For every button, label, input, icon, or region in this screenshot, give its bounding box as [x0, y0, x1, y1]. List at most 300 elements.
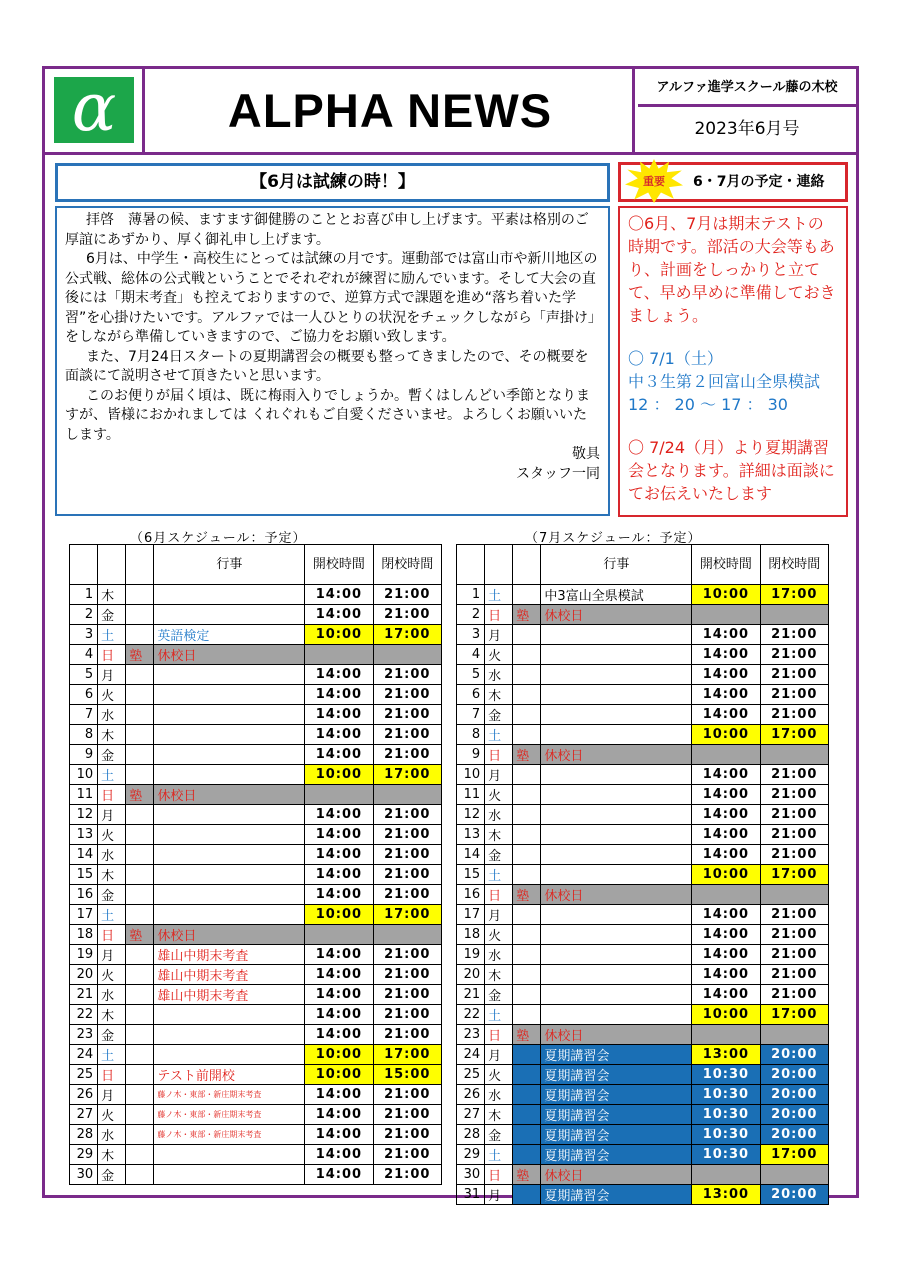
event: 中3富山全県模試 [541, 585, 692, 605]
juku-mark [126, 685, 154, 705]
schedule-row [70, 1065, 442, 1085]
event [154, 1045, 305, 1065]
event: 夏期講習会 [541, 1125, 692, 1145]
schedule-row [70, 1025, 442, 1045]
day-number: 12 [70, 805, 98, 825]
close-time [760, 1025, 828, 1045]
juku-mark [126, 1165, 154, 1185]
schedule-row [70, 665, 442, 685]
event [541, 1005, 692, 1025]
schedule-row [70, 605, 442, 625]
close-time: 21:00 [373, 1085, 441, 1105]
schedule-row [70, 805, 442, 825]
day-number: 24 [457, 1045, 485, 1065]
juku-mark [126, 1005, 154, 1025]
event [541, 765, 692, 785]
schedule-row [70, 845, 442, 865]
close-time [373, 925, 441, 945]
issue-date: 2023年6月号 [694, 119, 800, 139]
open-time: 10:00 [692, 725, 760, 745]
col-day-num [70, 545, 98, 585]
open-time: 14:00 [305, 1125, 373, 1145]
close-time: 21:00 [373, 945, 441, 965]
day-number: 7 [457, 705, 485, 725]
weekday: 金 [98, 1165, 126, 1185]
juku-mark: 塾 [126, 785, 154, 805]
day-number: 11 [70, 785, 98, 805]
open-time [692, 1025, 760, 1045]
day-number: 22 [70, 1005, 98, 1025]
col-weekday [98, 545, 126, 585]
open-time: 14:00 [305, 845, 373, 865]
weekday: 火 [485, 785, 513, 805]
day-number: 22 [457, 1005, 485, 1025]
close-time: 21:00 [760, 765, 828, 785]
close-time: 17:00 [373, 765, 441, 785]
schedule-row [457, 665, 829, 685]
day-number: 27 [70, 1105, 98, 1125]
close-time: 15:00 [373, 1065, 441, 1085]
open-time [305, 645, 373, 665]
close-time: 21:00 [373, 965, 441, 985]
greeting-letter [55, 206, 610, 516]
close-time: 17:00 [760, 1005, 828, 1025]
juku-mark [513, 945, 541, 965]
close-time: 20:00 [760, 1105, 828, 1125]
schedule-row [70, 925, 442, 945]
weekday: 日 [485, 1165, 513, 1185]
juku-mark [126, 745, 154, 765]
event: 藤ノ木・東部・新庄期末考査 [154, 1085, 305, 1105]
close-time: 17:00 [760, 725, 828, 745]
juku-mark [513, 985, 541, 1005]
open-time: 14:00 [692, 825, 760, 845]
open-time: 10:00 [305, 905, 373, 925]
juku-mark [513, 625, 541, 645]
juku-mark [513, 685, 541, 705]
open-time: 14:00 [305, 805, 373, 825]
weekday: 金 [98, 1025, 126, 1045]
schedule-row [457, 985, 829, 1005]
schedule-row [457, 605, 829, 625]
event [154, 705, 305, 725]
july-schedule-table [456, 544, 829, 1205]
open-time: 10:00 [692, 585, 760, 605]
letter-paragraph: また、7月24日スタートの夏期講習会の概要も整ってきましたので、その概要を面談にて説明させて頂きたいと思います。 [65, 348, 589, 384]
event: テスト前開校 [154, 1065, 305, 1085]
close-time: 21:00 [373, 725, 441, 745]
day-number: 27 [457, 1105, 485, 1125]
schedule-row [457, 845, 829, 865]
schedule-row [70, 645, 442, 665]
event: 雄山中期末考査 [154, 965, 305, 985]
day-number: 28 [70, 1125, 98, 1145]
letter-paragraph: このお便りが届く頃は、既に梅雨入りでしょうか。暫くはしんどい季節となりますが、皆様におかれましては くれぐれもご自愛くださいませ。よろしくお願いいたします。 [65, 387, 590, 443]
juku-mark: 塾 [513, 605, 541, 625]
close-time: 21:00 [760, 625, 828, 645]
day-number: 14 [70, 845, 98, 865]
close-time: 21:00 [373, 1145, 441, 1165]
close-time: 21:00 [373, 825, 441, 845]
schedule-row [70, 785, 442, 805]
close-time: 21:00 [373, 1105, 441, 1125]
open-time: 14:00 [692, 925, 760, 945]
event [154, 1025, 305, 1045]
open-time: 10:00 [305, 1045, 373, 1065]
open-time: 13:00 [692, 1045, 760, 1065]
schedule-row [457, 925, 829, 945]
juku-mark: 塾 [513, 1025, 541, 1045]
schedule-row [457, 1005, 829, 1025]
event: 夏期講習会 [541, 1045, 692, 1065]
event: 夏期講習会 [541, 1065, 692, 1085]
juku-mark [126, 625, 154, 645]
day-number: 30 [457, 1165, 485, 1185]
weekday: 日 [98, 645, 126, 665]
schedule-row [70, 1045, 442, 1065]
schedule-row [70, 1165, 442, 1185]
day-number: 10 [457, 765, 485, 785]
open-time: 14:00 [305, 685, 373, 705]
day-number: 21 [70, 985, 98, 1005]
close-time: 21:00 [373, 1125, 441, 1145]
weekday: 火 [485, 1065, 513, 1085]
event [541, 625, 692, 645]
day-number: 31 [457, 1185, 485, 1205]
open-time: 14:00 [692, 685, 760, 705]
open-time: 14:00 [692, 945, 760, 965]
juku-mark [126, 1045, 154, 1065]
col-juku [126, 545, 154, 585]
day-number: 19 [457, 945, 485, 965]
col-open: 開校時間 [305, 545, 373, 585]
weekday: 日 [485, 1025, 513, 1045]
event [154, 585, 305, 605]
juku-mark [513, 785, 541, 805]
day-number: 25 [457, 1065, 485, 1085]
schedule-row [70, 985, 442, 1005]
schedule-row [457, 1105, 829, 1125]
close-time: 20:00 [760, 1045, 828, 1065]
weekday: 月 [485, 1185, 513, 1205]
weekday: 土 [98, 765, 126, 785]
day-number: 23 [457, 1025, 485, 1045]
open-time: 14:00 [692, 845, 760, 865]
open-time: 14:00 [692, 645, 760, 665]
schedule-row [457, 1025, 829, 1045]
event: 休校日 [154, 785, 305, 805]
juku-mark [513, 665, 541, 685]
open-time [692, 745, 760, 765]
day-number: 24 [70, 1045, 98, 1065]
weekday: 月 [485, 765, 513, 785]
event: 夏期講習会 [541, 1145, 692, 1165]
schedule-row [70, 705, 442, 725]
open-time: 14:00 [305, 865, 373, 885]
weekday: 木 [98, 1145, 126, 1165]
juku-mark [126, 1145, 154, 1165]
open-time: 10:30 [692, 1145, 760, 1165]
day-number: 29 [457, 1145, 485, 1165]
event [154, 845, 305, 865]
juku-mark [513, 645, 541, 665]
open-time: 14:00 [692, 905, 760, 925]
day-number: 17 [70, 905, 98, 925]
day-number: 3 [70, 625, 98, 645]
day-number: 8 [70, 725, 98, 745]
event [541, 805, 692, 825]
schedule-row [457, 905, 829, 925]
juku-mark: 塾 [513, 745, 541, 765]
schedule-row [457, 1145, 829, 1165]
event [541, 845, 692, 865]
juku-mark [513, 925, 541, 945]
weekday: 日 [98, 1065, 126, 1085]
open-time: 14:00 [305, 1105, 373, 1125]
notice-item-date: 〇 7/1（土） [628, 349, 723, 368]
event: 休校日 [154, 645, 305, 665]
day-number: 9 [70, 745, 98, 765]
july-caption: （7月スケジュール：予定） [525, 531, 702, 546]
schedule-row [457, 625, 829, 645]
close-time: 17:00 [373, 1045, 441, 1065]
schedule-row [70, 865, 442, 885]
open-time: 14:00 [305, 665, 373, 685]
weekday: 木 [485, 1105, 513, 1125]
juku-mark [126, 605, 154, 625]
schedule-row [70, 1125, 442, 1145]
juku-mark [126, 965, 154, 985]
col-open: 開校時間 [692, 545, 760, 585]
weekday: 金 [98, 885, 126, 905]
schedule-row [70, 1105, 442, 1125]
day-number: 15 [70, 865, 98, 885]
day-number: 6 [457, 685, 485, 705]
weekday: 日 [485, 745, 513, 765]
weekday: 月 [98, 805, 126, 825]
schedule-row [70, 905, 442, 925]
close-time: 17:00 [760, 1145, 828, 1165]
event: 休校日 [154, 925, 305, 945]
event [541, 825, 692, 845]
event [541, 945, 692, 965]
weekday: 土 [485, 865, 513, 885]
weekday: 月 [485, 625, 513, 645]
open-time [692, 1165, 760, 1185]
close-time: 21:00 [760, 665, 828, 685]
weekday: 金 [98, 745, 126, 765]
open-time: 14:00 [305, 825, 373, 845]
day-number: 20 [457, 965, 485, 985]
close-time: 21:00 [760, 905, 828, 925]
notice-item: 〇 7/24（月）より夏期講習会となります。詳細は面談にてお伝えいたします [628, 438, 835, 503]
day-number: 4 [70, 645, 98, 665]
event [154, 765, 305, 785]
event [154, 1165, 305, 1185]
weekday: 土 [485, 1005, 513, 1025]
open-time: 10:30 [692, 1065, 760, 1085]
event [154, 685, 305, 705]
schedule-row [457, 765, 829, 785]
day-number: 18 [457, 925, 485, 945]
close-time: 17:00 [373, 905, 441, 925]
letter-paragraph: 拝啓 薄暑の候、ますます御健勝のこととお喜び申し上げます。平素は格別のご厚誼にあずかり、厚く御礼申し上げます。 [65, 212, 589, 248]
day-number: 8 [457, 725, 485, 745]
event [541, 865, 692, 885]
weekday: 金 [485, 845, 513, 865]
weekday: 木 [98, 585, 126, 605]
schedule-row [457, 865, 829, 885]
open-time: 10:00 [305, 1065, 373, 1085]
juku-mark [126, 1085, 154, 1105]
day-number: 13 [457, 825, 485, 845]
schedule-row [457, 645, 829, 665]
open-time: 10:30 [692, 1125, 760, 1145]
close-time: 21:00 [373, 665, 441, 685]
notice-item: 〇6月、7月は期末テストの時期です。部活の大会等もあり、計画をしっかりと立てて、早め早めに準備しておきましょう。 [628, 214, 836, 325]
event [154, 725, 305, 745]
event [541, 685, 692, 705]
weekday: 月 [98, 1085, 126, 1105]
close-time: 21:00 [373, 845, 441, 865]
juku-mark [513, 865, 541, 885]
open-time: 14:00 [305, 885, 373, 905]
juku-mark [513, 1145, 541, 1165]
weekday: 木 [98, 865, 126, 885]
weekday: 日 [98, 785, 126, 805]
open-time [305, 785, 373, 805]
day-number: 14 [457, 845, 485, 865]
juku-mark [513, 1005, 541, 1025]
event [154, 825, 305, 845]
weekday: 土 [485, 585, 513, 605]
schedule-row [457, 785, 829, 805]
close-time: 21:00 [373, 585, 441, 605]
weekday: 水 [485, 805, 513, 825]
close-time: 21:00 [373, 1025, 441, 1045]
schedule-row [70, 765, 442, 785]
open-time: 10:00 [692, 1005, 760, 1025]
event: 夏期講習会 [541, 1105, 692, 1125]
close-time: 21:00 [760, 785, 828, 805]
col-day-num [457, 545, 485, 585]
juku-mark [126, 825, 154, 845]
juku-mark [126, 1065, 154, 1085]
close-time [760, 885, 828, 905]
close-time: 21:00 [373, 1165, 441, 1185]
event [154, 905, 305, 925]
schedule-row [457, 725, 829, 745]
weekday: 水 [98, 985, 126, 1005]
juku-mark [513, 1185, 541, 1205]
event [541, 925, 692, 945]
close-time [760, 605, 828, 625]
schedule-row [457, 585, 829, 605]
event [541, 965, 692, 985]
schedule-row [70, 885, 442, 905]
weekday: 土 [485, 725, 513, 745]
schedule-row [457, 705, 829, 725]
weekday: 木 [485, 965, 513, 985]
schedule-row [70, 1085, 442, 1105]
schedule-row [457, 1085, 829, 1105]
weekday: 日 [485, 885, 513, 905]
weekday: 水 [98, 705, 126, 725]
weekday: 日 [98, 925, 126, 945]
day-number: 6 [70, 685, 98, 705]
day-number: 5 [457, 665, 485, 685]
event: 休校日 [541, 745, 692, 765]
event [154, 665, 305, 685]
weekday: 月 [98, 945, 126, 965]
open-time: 14:00 [692, 625, 760, 645]
schedule-row [70, 825, 442, 845]
weekday: 火 [98, 685, 126, 705]
close-time: 20:00 [760, 1085, 828, 1105]
weekday: 月 [485, 1045, 513, 1065]
close-time: 21:00 [373, 745, 441, 765]
event [541, 785, 692, 805]
close-time: 20:00 [760, 1125, 828, 1145]
close-time [373, 645, 441, 665]
juku-mark [513, 585, 541, 605]
day-number: 1 [70, 585, 98, 605]
weekday: 金 [485, 1125, 513, 1145]
day-number: 16 [70, 885, 98, 905]
open-time: 10:30 [692, 1105, 760, 1125]
juku-mark: 塾 [513, 1165, 541, 1185]
event [541, 645, 692, 665]
open-time: 14:00 [692, 805, 760, 825]
event: 休校日 [541, 885, 692, 905]
june-schedule-table [69, 544, 442, 1185]
weekday: 木 [485, 685, 513, 705]
weekday: 金 [98, 605, 126, 625]
close-time: 17:00 [373, 625, 441, 645]
day-number: 12 [457, 805, 485, 825]
day-number: 2 [457, 605, 485, 625]
schedule-row [457, 745, 829, 765]
event: 英語検定 [154, 625, 305, 645]
day-number: 3 [457, 625, 485, 645]
event [541, 905, 692, 925]
weekday: 土 [485, 1145, 513, 1165]
close-time: 21:00 [760, 805, 828, 825]
open-time [692, 605, 760, 625]
newsletter-title: ALPHA NEWS [148, 69, 635, 152]
weekday: 土 [98, 1045, 126, 1065]
juku-mark [513, 825, 541, 845]
juku-mark [126, 885, 154, 905]
juku-mark [513, 1105, 541, 1125]
schedule-row [457, 805, 829, 825]
day-number: 2 [70, 605, 98, 625]
weekday: 火 [98, 965, 126, 985]
weekday: 月 [485, 905, 513, 925]
open-time: 14:00 [692, 785, 760, 805]
weekday: 日 [485, 605, 513, 625]
schedule-row [457, 825, 829, 845]
day-number: 4 [457, 645, 485, 665]
event: 夏期講習会 [541, 1085, 692, 1105]
notice-box [618, 206, 848, 517]
weekday: 金 [485, 705, 513, 725]
event: 休校日 [541, 605, 692, 625]
event [154, 745, 305, 765]
schedule-row [457, 1185, 829, 1205]
close-time: 20:00 [760, 1185, 828, 1205]
close-time: 21:00 [760, 645, 828, 665]
